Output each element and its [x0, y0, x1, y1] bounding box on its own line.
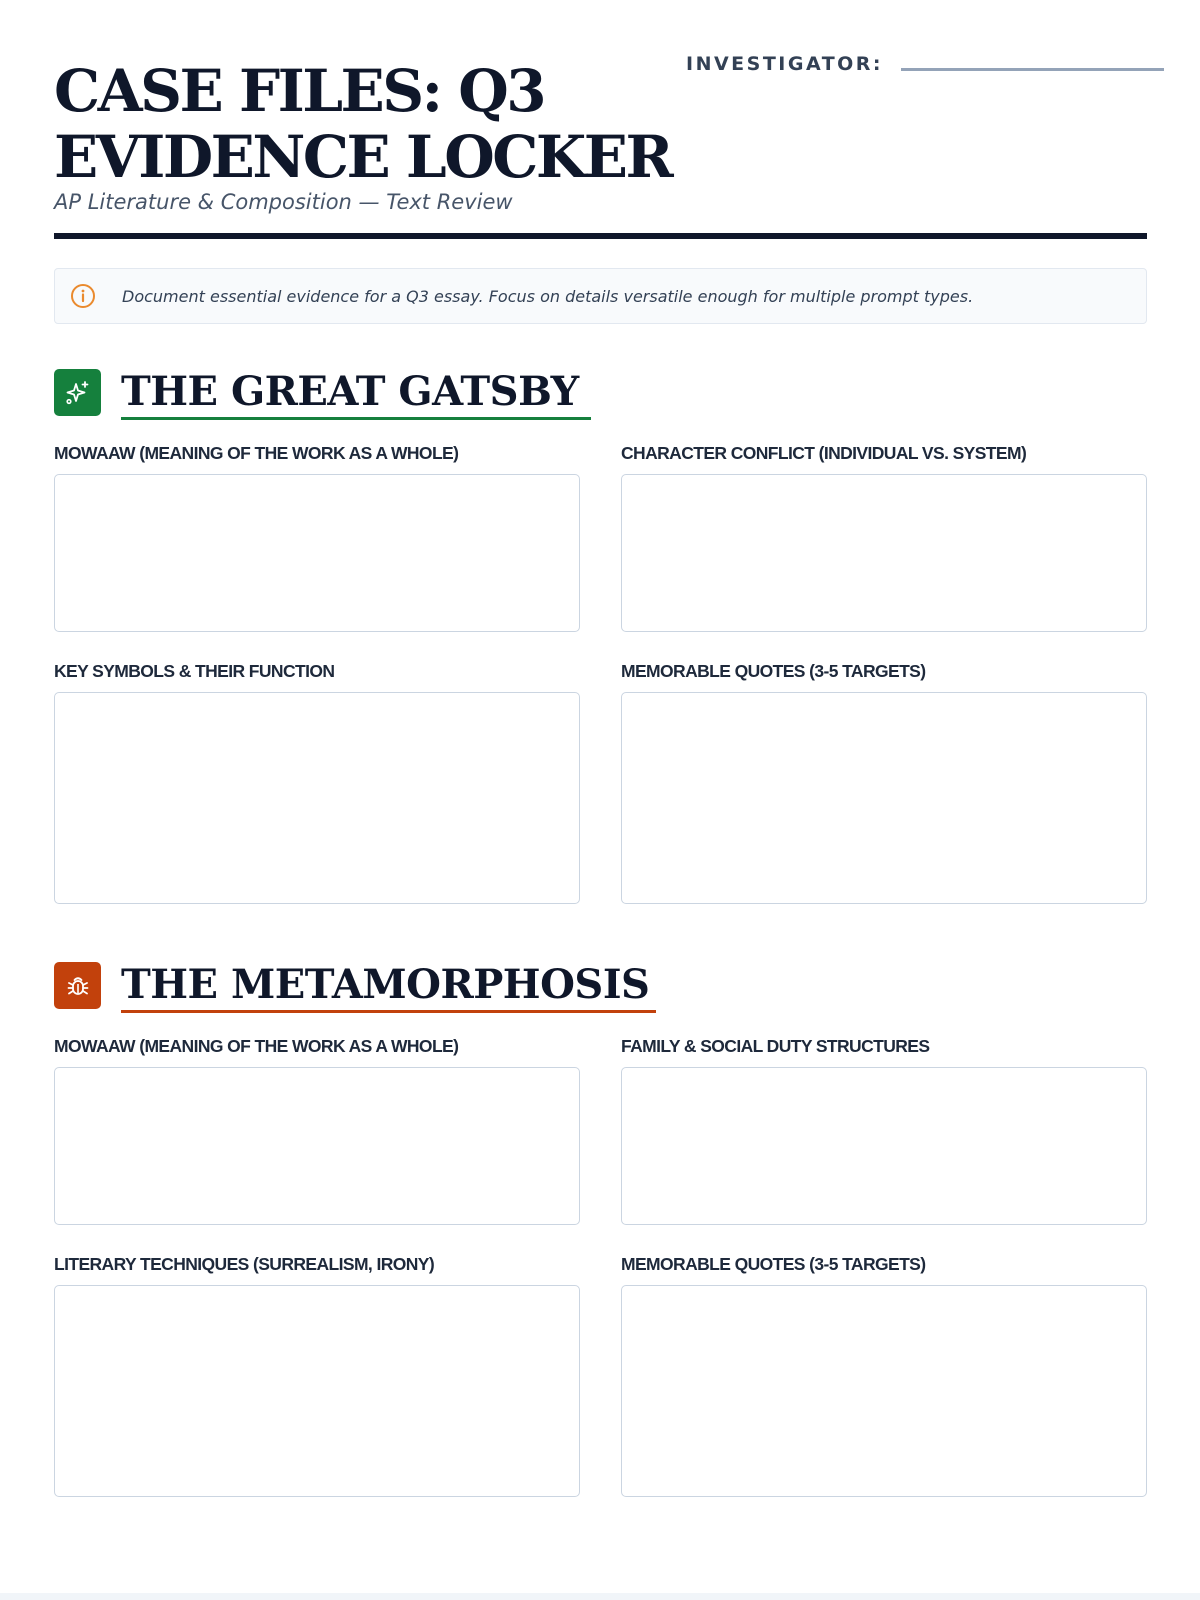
field-label: KEY SYMBOLS & THEIR FUNCTION — [54, 661, 335, 681]
field-answer-box[interactable] — [621, 1067, 1147, 1225]
field-label: MEMORABLE QUOTES (3-5 TARGETS) — [621, 661, 926, 681]
investigator-name-line[interactable] — [901, 68, 1164, 71]
field-answer-box[interactable] — [621, 474, 1147, 632]
field-literary-techniques — [54, 1254, 580, 1274]
field-label: LITERARY TECHNIQUES (SURREALISM, IRONY) — [54, 1254, 435, 1274]
field-answer-box[interactable] — [621, 692, 1147, 904]
field-answer-box[interactable] — [54, 474, 580, 632]
field-family-social-duty — [621, 1036, 1147, 1056]
field-label: MOWAAW (MEANING OF THE WORK AS A WHOLE) — [54, 1036, 459, 1056]
section-heading — [54, 962, 1147, 1022]
field-answer-box[interactable] — [621, 1285, 1147, 1497]
sparkles-icon — [54, 369, 101, 416]
field-character-conflict — [621, 443, 1147, 463]
field-key-symbols — [54, 661, 580, 681]
section-heading — [54, 369, 1147, 429]
investigator-label: INVESTIGATOR: — [686, 53, 884, 75]
page-header — [54, 0, 1147, 240]
field-memorable-quotes — [621, 661, 1147, 681]
field-memorable-quotes — [621, 1254, 1147, 1274]
field-label: CHARACTER CONFLICT (INDIVIDUAL VS. SYSTEM) — [621, 443, 1027, 463]
field-label: MOWAAW (MEANING OF THE WORK AS A WHOLE) — [54, 443, 459, 463]
field-answer-box[interactable] — [54, 692, 580, 904]
bug-icon — [54, 962, 101, 1009]
header-divider — [54, 233, 1147, 239]
investigator-field — [686, 53, 1164, 75]
section-great-gatsby — [54, 368, 1147, 681]
field-mowaaw — [54, 443, 580, 463]
section-title: THE METAMORPHOSIS — [121, 961, 650, 1008]
section-title: THE GREAT GATSBY — [121, 368, 579, 415]
page-title-line-1: CASE FILES: Q3 — [54, 57, 545, 125]
field-mowaaw — [54, 1036, 580, 1056]
page-title-line-2: EVIDENCE LOCKER — [54, 123, 672, 191]
section-title-underline — [121, 1010, 656, 1013]
page-bottom-edge — [0, 1593, 1200, 1600]
page-subtitle: AP Literature & Composition — Text Review — [54, 190, 513, 214]
info-banner-text: Document essential evidence for a Q3 essay. Focus on details versatile enough for multiple prompt types. — [122, 286, 974, 306]
worksheet-page — [54, 0, 1147, 1274]
field-answer-box[interactable] — [54, 1285, 580, 1497]
field-label: FAMILY & SOCIAL DUTY STRUCTURES — [621, 1036, 930, 1056]
section-title-underline — [121, 417, 591, 420]
page-title — [54, 58, 671, 190]
info-circle-icon — [70, 283, 96, 309]
field-answer-box[interactable] — [54, 1067, 580, 1225]
section-metamorphosis — [54, 961, 1147, 1274]
field-label: MEMORABLE QUOTES (3-5 TARGETS) — [621, 1254, 926, 1274]
info-banner — [54, 268, 1147, 324]
